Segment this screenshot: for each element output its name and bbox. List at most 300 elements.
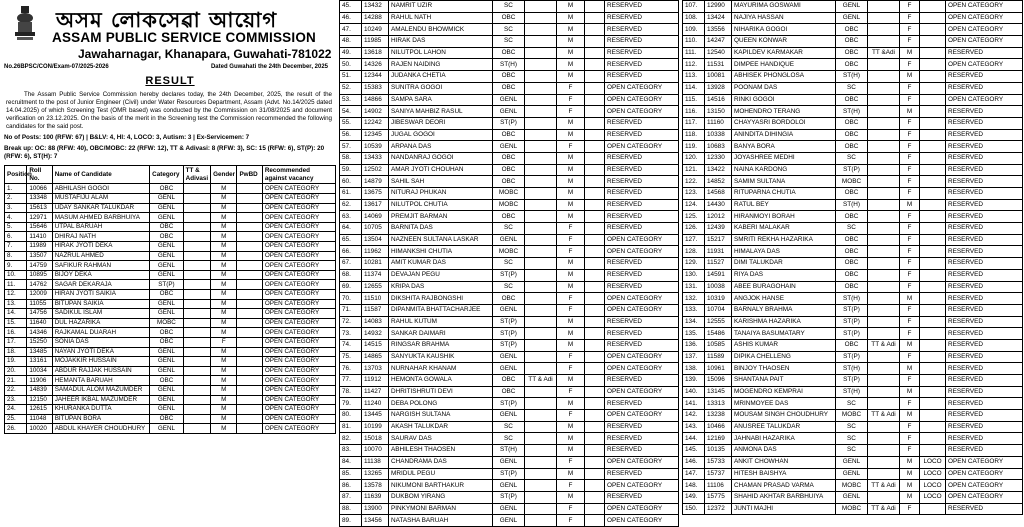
- table-cell: 13433: [362, 152, 389, 164]
- table-cell: RESERVED: [605, 339, 679, 351]
- table-cell: NIHARIKA GOGOI: [732, 24, 836, 36]
- table-cell: ST(P): [836, 375, 868, 387]
- table-cell: RESERVED: [946, 106, 1023, 118]
- table-row: [340, 421, 679, 433]
- col-name: Name of Candidate: [52, 166, 149, 184]
- table-cell: M: [557, 445, 585, 457]
- table-cell: 13265: [362, 468, 389, 480]
- table-cell: OBC: [836, 246, 868, 258]
- table-cell: SC: [493, 24, 525, 36]
- table-cell: [525, 421, 557, 433]
- table-cell: RESERVED: [605, 398, 679, 410]
- table-cell: RESERVED: [605, 223, 679, 235]
- table-cell: [183, 222, 210, 232]
- table-cell: [585, 129, 605, 141]
- table-cell: OPEN CATEGORY: [262, 395, 335, 405]
- table-cell: 113.: [683, 71, 705, 83]
- table-cell: [525, 211, 557, 223]
- table-cell: OBC: [836, 36, 868, 48]
- table-cell: 12655: [362, 281, 389, 293]
- table-cell: 15096: [705, 375, 732, 387]
- table-row: [5, 318, 336, 328]
- table-cell: BANYA BORA: [732, 141, 836, 153]
- table-cell: RESERVED: [946, 410, 1023, 422]
- table-cell: RESERVED: [605, 281, 679, 293]
- table-cell: SC: [493, 433, 525, 445]
- table-cell: [525, 234, 557, 246]
- table-cell: [868, 1, 900, 13]
- table-cell: [868, 421, 900, 433]
- table-cell: DHRITISHRUTI DEVI: [389, 386, 493, 398]
- table-cell: [920, 164, 946, 176]
- table-cell: M: [211, 280, 237, 290]
- table-row: [5, 385, 336, 395]
- table-row: [683, 82, 1023, 94]
- table-cell: 12169: [705, 433, 732, 445]
- table-cell: [585, 410, 605, 422]
- table-cell: F: [557, 363, 585, 375]
- table-cell: [585, 456, 605, 468]
- table-cell: F: [900, 398, 920, 410]
- table-row: [683, 129, 1023, 141]
- table-cell: F: [557, 293, 585, 305]
- table-cell: AKASH TALUKDAR: [389, 421, 493, 433]
- table-cell: BINJOY THAOSEN: [732, 363, 836, 375]
- table-cell: 14852: [705, 176, 732, 188]
- table-cell: SC: [836, 421, 868, 433]
- table-cell: HEMANTA BARUAH: [52, 376, 149, 386]
- date: Dated Guwahati the 24th December, 2025: [210, 64, 328, 70]
- table-cell: 14902: [362, 106, 389, 118]
- table-cell: [237, 280, 262, 290]
- table-cell: 14839: [27, 385, 52, 395]
- table-cell: [237, 405, 262, 415]
- table-cell: 69.: [340, 281, 362, 293]
- table-row: [683, 94, 1023, 106]
- table-cell: [525, 82, 557, 94]
- table-cell: MOBC: [150, 318, 184, 328]
- table-cell: M: [211, 251, 237, 261]
- table-row: [683, 269, 1023, 281]
- table-cell: F: [900, 375, 920, 387]
- table-cell: DEBA POLONG: [389, 398, 493, 410]
- table-cell: 13432: [362, 1, 389, 13]
- table-row: [340, 304, 679, 316]
- table-cell: OPEN CATEGORY: [946, 36, 1023, 48]
- table-cell: M: [211, 194, 237, 204]
- table-cell: RESERVED: [946, 47, 1023, 59]
- table-cell: HIRANMOYI BORAH: [732, 211, 836, 223]
- table-cell: [237, 318, 262, 328]
- table-cell: F: [900, 421, 920, 433]
- table-cell: 51.: [340, 71, 362, 83]
- table-cell: HEMONTA GOWALA: [389, 375, 493, 387]
- table-cell: [183, 232, 210, 242]
- table-cell: ST(P): [493, 328, 525, 340]
- table-cell: F: [900, 304, 920, 316]
- table-cell: ST(H): [836, 71, 868, 83]
- table-cell: RESERVED: [946, 398, 1023, 410]
- table-cell: 17.: [5, 337, 27, 347]
- table-row: [340, 433, 679, 445]
- table-cell: 74.: [340, 339, 362, 351]
- table-cell: GENL: [150, 424, 184, 434]
- table-cell: GENL: [836, 1, 868, 13]
- table-cell: [920, 94, 946, 106]
- table-cell: 57.: [340, 141, 362, 153]
- result-table-middle: [339, 0, 679, 527]
- table-cell: OPEN CATEGORY: [262, 318, 335, 328]
- table-cell: 89.: [340, 515, 362, 527]
- table-cell: [585, 304, 605, 316]
- table-row: [5, 184, 336, 194]
- table-row: [340, 398, 679, 410]
- right-column: [682, 0, 1022, 512]
- table-cell: 13703: [362, 363, 389, 375]
- table-cell: [585, 503, 605, 515]
- table-cell: OPEN CATEGORY: [946, 12, 1023, 24]
- table-row: [683, 188, 1023, 200]
- emblem-icon: [10, 4, 40, 44]
- table-cell: 127.: [683, 234, 705, 246]
- table-cell: OBC: [493, 12, 525, 24]
- table-cell: ABHILASH GOGOI: [52, 184, 149, 194]
- col-pwbd: PwBD: [237, 166, 262, 184]
- table-cell: [868, 375, 900, 387]
- table-cell: RESERVED: [605, 176, 679, 188]
- table-cell: [920, 304, 946, 316]
- table-cell: SC: [493, 223, 525, 235]
- table-cell: ANUSREE TALUKDAR: [732, 421, 836, 433]
- table-cell: 10081: [705, 71, 732, 83]
- table-cell: 83.: [340, 445, 362, 457]
- table-cell: 62.: [340, 199, 362, 211]
- table-cell: [237, 424, 262, 434]
- table-cell: [525, 246, 557, 258]
- table-cell: 11410: [27, 232, 52, 242]
- table-cell: M: [211, 357, 237, 367]
- table-cell: M: [211, 299, 237, 309]
- table-cell: OPEN CATEGORY: [946, 480, 1023, 492]
- table-cell: 15.: [5, 318, 27, 328]
- table-cell: [920, 211, 946, 223]
- col-category: Category: [150, 166, 184, 184]
- table-cell: [920, 117, 946, 129]
- table-cell: [868, 82, 900, 94]
- table-cell: F: [557, 456, 585, 468]
- table-cell: 2.: [5, 194, 27, 204]
- table-cell: F: [557, 223, 585, 235]
- table-cell: F: [557, 410, 585, 422]
- table-cell: 13556: [705, 24, 732, 36]
- table-cell: [868, 351, 900, 363]
- table-row: [683, 339, 1023, 351]
- table-cell: [868, 386, 900, 398]
- table-cell: F: [900, 234, 920, 246]
- table-cell: [183, 203, 210, 213]
- table-cell: [525, 503, 557, 515]
- table-row: [683, 480, 1023, 492]
- table-cell: 22.: [5, 385, 27, 395]
- table-cell: [183, 414, 210, 424]
- table-cell: OPEN CATEGORY: [605, 94, 679, 106]
- table-cell: 140.: [683, 386, 705, 398]
- table-cell: GENL: [493, 456, 525, 468]
- table-row: [340, 363, 679, 375]
- table-cell: [920, 12, 946, 24]
- table-cell: SC: [493, 1, 525, 13]
- table-cell: 54.: [340, 106, 362, 118]
- table-row: [340, 223, 679, 235]
- table-row: [340, 141, 679, 153]
- table-cell: RESERVED: [946, 386, 1023, 398]
- table-cell: F: [900, 246, 920, 258]
- table-cell: CHAMAN PRASAD VARMA: [732, 480, 836, 492]
- table-cell: 14069: [362, 211, 389, 223]
- table-cell: 53.: [340, 94, 362, 106]
- table-cell: OPEN CATEGORY: [262, 414, 335, 424]
- table-cell: SANIYA MAHBIZ RASUL: [389, 106, 493, 118]
- table-cell: 109.: [683, 24, 705, 36]
- table-cell: [525, 223, 557, 235]
- table-row: [683, 117, 1023, 129]
- table-cell: 25.: [5, 414, 27, 424]
- table-row: [5, 290, 336, 300]
- table-cell: 13422: [705, 164, 732, 176]
- table-cell: [525, 269, 557, 281]
- table-cell: 14346: [27, 328, 52, 338]
- table-cell: [920, 106, 946, 118]
- table-cell: TANAIYA BASUMATARY: [732, 328, 836, 340]
- table-cell: GENL: [150, 213, 184, 223]
- table-cell: OBC: [493, 176, 525, 188]
- table-cell: TT & Adi: [868, 480, 900, 492]
- table-cell: 11138: [362, 456, 389, 468]
- table-cell: OBC: [836, 258, 868, 270]
- table-cell: 11160: [705, 117, 732, 129]
- table-cell: GENL: [493, 141, 525, 153]
- table-cell: M: [557, 211, 585, 223]
- table-cell: OPEN CATEGORY: [262, 251, 335, 261]
- table-cell: JAHNABI HAZARIKA: [732, 433, 836, 445]
- table-cell: MOBC: [836, 410, 868, 422]
- result-table-right: [682, 0, 1023, 515]
- table-cell: RESERVED: [605, 491, 679, 503]
- table-cell: [585, 339, 605, 351]
- table-cell: RESERVED: [605, 375, 679, 387]
- table-cell: M: [557, 47, 585, 59]
- table-cell: [868, 164, 900, 176]
- table-cell: SC: [836, 433, 868, 445]
- table-cell: RATUL BEY: [732, 199, 836, 211]
- table-cell: ABDUR RAJJAK HUSSAIN: [52, 366, 149, 376]
- table-cell: 86.: [340, 480, 362, 492]
- table-cell: M: [900, 468, 920, 480]
- table-cell: M: [211, 261, 237, 271]
- table-cell: M: [557, 281, 585, 293]
- table-cell: 67.: [340, 258, 362, 270]
- table-row: [340, 129, 679, 141]
- table-cell: HITESH BAISHYA: [732, 468, 836, 480]
- table-cell: RESERVED: [946, 82, 1023, 94]
- table-cell: 64.: [340, 223, 362, 235]
- table-cell: SONIA DAS: [52, 337, 149, 347]
- table-cell: OPEN CATEGORY: [605, 456, 679, 468]
- result-heading: RESULT: [145, 75, 195, 87]
- table-cell: [183, 194, 210, 204]
- table-row: [683, 468, 1023, 480]
- table-cell: 11510: [362, 293, 389, 305]
- table-cell: [525, 456, 557, 468]
- table-cell: TT & Adi: [868, 503, 900, 515]
- table-cell: 11374: [362, 269, 389, 281]
- table-cell: OBC: [836, 269, 868, 281]
- table-cell: M: [557, 398, 585, 410]
- table-row: [340, 410, 679, 422]
- table-row: [683, 24, 1023, 36]
- table-cell: 137.: [683, 351, 705, 363]
- table-row: [340, 468, 679, 480]
- table-cell: [920, 24, 946, 36]
- table-cell: [525, 24, 557, 36]
- table-cell: OBC: [836, 188, 868, 200]
- table-cell: [585, 71, 605, 83]
- table-cell: M: [900, 480, 920, 492]
- table-cell: RESERVED: [946, 316, 1023, 328]
- table-cell: F: [557, 82, 585, 94]
- table-cell: 73.: [340, 328, 362, 340]
- table-cell: [525, 386, 557, 398]
- table-cell: 11989: [27, 242, 52, 252]
- table-cell: [920, 269, 946, 281]
- table-cell: [920, 152, 946, 164]
- table-cell: 13313: [705, 398, 732, 410]
- table-row: [683, 328, 1023, 340]
- table-cell: OBC: [150, 414, 184, 424]
- table-cell: 10961: [705, 363, 732, 375]
- table-cell: 142.: [683, 410, 705, 422]
- table-cell: OPEN CATEGORY: [262, 347, 335, 357]
- table-cell: RESERVED: [605, 316, 679, 328]
- table-cell: 144.: [683, 433, 705, 445]
- table-row: [683, 281, 1023, 293]
- table-cell: OBC: [836, 281, 868, 293]
- table-cell: [525, 258, 557, 270]
- table-cell: RINGSAR BRAHMA: [389, 339, 493, 351]
- table-row: [340, 12, 679, 24]
- table-cell: [920, 36, 946, 48]
- table-cell: M: [211, 203, 237, 213]
- table-cell: PREMJIT BARMAN: [389, 211, 493, 223]
- table-cell: F: [900, 351, 920, 363]
- table-cell: GENL: [150, 395, 184, 405]
- table-cell: [237, 414, 262, 424]
- table-cell: [525, 281, 557, 293]
- table-cell: RESERVED: [605, 152, 679, 164]
- table-cell: 76.: [340, 363, 362, 375]
- table-cell: M: [900, 339, 920, 351]
- table-cell: SC: [836, 82, 868, 94]
- table-cell: ST(P): [493, 339, 525, 351]
- table-cell: BITUPAN SAIKIA: [52, 299, 149, 309]
- table-cell: OBC: [836, 339, 868, 351]
- table-cell: 13424: [705, 12, 732, 24]
- table-cell: [183, 290, 210, 300]
- table-cell: OPEN CATEGORY: [605, 141, 679, 153]
- table-cell: [868, 12, 900, 24]
- table-cell: 46.: [340, 12, 362, 24]
- table-cell: [585, 328, 605, 340]
- table-row: [683, 152, 1023, 164]
- table-cell: [183, 376, 210, 386]
- table-row: [683, 304, 1023, 316]
- table-cell: ST(P): [836, 328, 868, 340]
- table-cell: RESERVED: [946, 141, 1023, 153]
- table-cell: 12.: [5, 290, 27, 300]
- table-cell: GENL: [836, 12, 868, 24]
- table-cell: 14756: [27, 309, 52, 319]
- table-cell: 13348: [27, 194, 52, 204]
- table-cell: NAMRIT UZIR: [389, 1, 493, 13]
- table-cell: SANYUKTA KAUSHIK: [389, 351, 493, 363]
- table-cell: RESERVED: [946, 421, 1023, 433]
- table-cell: [868, 445, 900, 457]
- table-cell: 149.: [683, 491, 705, 503]
- table-row: [340, 480, 679, 492]
- table-row: [683, 59, 1023, 71]
- table-cell: DUKBOM YIRANG: [389, 491, 493, 503]
- table-cell: RESERVED: [605, 211, 679, 223]
- table-row: [683, 386, 1023, 398]
- table-cell: GENL: [493, 503, 525, 515]
- table-row: [5, 203, 336, 213]
- table-cell: NARGISH SULTANA: [389, 410, 493, 422]
- table-row: [340, 246, 679, 258]
- table-cell: RESERVED: [946, 129, 1023, 141]
- table-cell: [920, 363, 946, 375]
- table-cell: 10.: [5, 270, 27, 280]
- table-cell: [920, 503, 946, 515]
- table-cell: 134.: [683, 316, 705, 328]
- table-cell: [237, 395, 262, 405]
- table-cell: [525, 106, 557, 118]
- table-cell: ABHISEK PHONGLOSA: [732, 71, 836, 83]
- table-cell: 12242: [362, 117, 389, 129]
- table-cell: M: [900, 386, 920, 398]
- table-row: [5, 270, 336, 280]
- table-cell: [920, 351, 946, 363]
- table-cell: DIMPEE HANDIQUE: [732, 59, 836, 71]
- table-cell: 72.: [340, 316, 362, 328]
- table-cell: [868, 106, 900, 118]
- table-cell: [585, 82, 605, 94]
- table-cell: 87.: [340, 491, 362, 503]
- table-cell: 13.: [5, 299, 27, 309]
- table-cell: [920, 398, 946, 410]
- table-cell: [868, 491, 900, 503]
- table-cell: OBC: [493, 129, 525, 141]
- table-cell: 77.: [340, 375, 362, 387]
- table-cell: [183, 405, 210, 415]
- table-cell: [868, 199, 900, 211]
- table-cell: [237, 309, 262, 319]
- table-cell: [525, 59, 557, 71]
- table-cell: ST(P): [836, 316, 868, 328]
- table-cell: [920, 129, 946, 141]
- table-row: [340, 234, 679, 246]
- table-cell: [868, 328, 900, 340]
- table-cell: M: [211, 290, 237, 300]
